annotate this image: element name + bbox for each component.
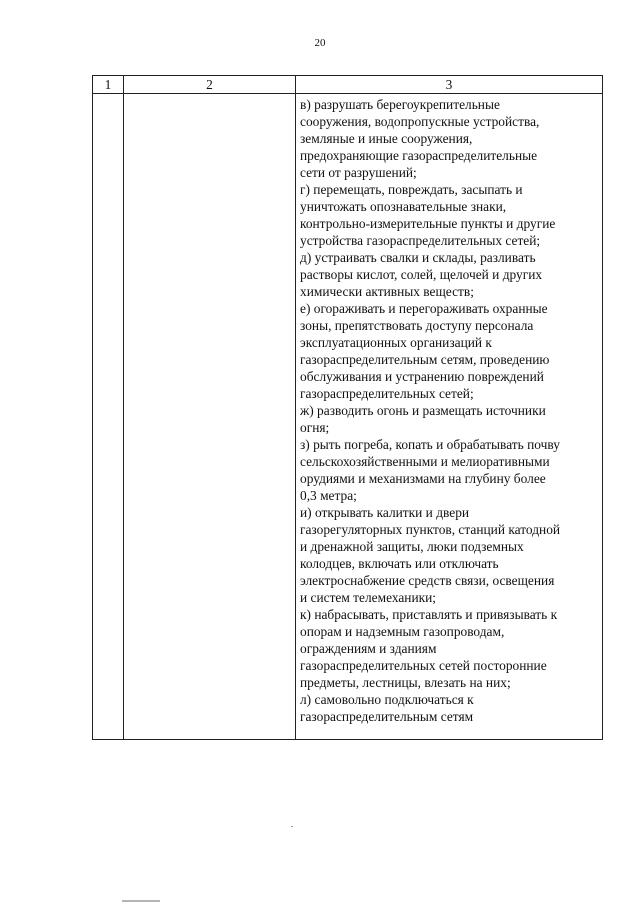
text-line: газораспределительным сетям [300,709,474,724]
text-line: эксплуатационных организаций к [300,335,492,350]
text-line: л) самовольно подключаться к [300,692,474,707]
text-line: к) набрасывать, приставлять и привязывать к [300,607,558,622]
text-line: электроснабжение средств связи, освещения [300,573,555,588]
cell-column-1 [93,94,124,740]
text-line: земляные и иные сооружения, [300,131,473,146]
text-line: 0,3 метра; [300,488,357,503]
scan-speck [122,900,160,902]
text-line: зоны, препятствовать доступу персонала [300,318,534,333]
text-line: орудиями и механизмами на глубину более [300,471,546,486]
table-header-row [93,76,603,94]
text-line: и систем телемеханики; [300,590,437,605]
document-table [92,75,603,740]
text-line: в) разрушать берегоукрепительные [300,97,500,112]
cell-column-2 [124,94,296,740]
text-line: уничтожать опознавательные знаки, [300,199,507,214]
page-number: 20 [314,37,326,49]
text-line: контрольно-измерительные пункты и другие [300,216,556,231]
text-line: г) перемещать, повреждать, засыпать и [300,182,523,197]
column-header-3: 3 [296,76,603,94]
cell-column-3 [296,94,603,740]
column-header-2: 2 [124,76,296,94]
text-line: предохраняющие газораспределительные [300,148,538,163]
table-row [93,94,603,740]
text-line: д) устраивать свалки и склады, разливать [300,250,536,265]
text-line: химически активных веществ; [300,284,474,299]
text-line: и) открывать калитки и двери [300,505,470,520]
text-line: сети от разрушений; [300,165,417,180]
text-line: газораспределительных сетей; [300,386,474,401]
text-line: сооружения, водопропускные устройства, [300,114,540,129]
text-line: е) огораживать и перегораживать охранные [300,301,548,316]
column-header-1: 1 [93,76,124,94]
text-line: колодцев, включать или отключать [300,556,499,571]
text-line: предметы, лестницы, влезать на них; [300,675,511,690]
text-line: огня; [300,420,330,435]
text-line: з) рыть погреба, копать и обрабатывать почву [300,437,560,452]
text-line: газорегуляторных пунктов, станций катодной [300,522,561,537]
text-line: растворы кислот, солей, щелочей и других [300,267,543,282]
text-line: опорам и надземным газопроводам, [300,624,505,639]
text-line: обслуживания и устранению повреждений [300,369,544,384]
text-line: ж) разводить огонь и размещать источники [300,403,546,418]
scan-speck [291,826,293,827]
text-line: и дренажной защиты, люки подземных [300,539,524,554]
text-line: газораспределительных сетей посторонние [300,658,547,673]
text-line: устройства газораспределительных сетей; [300,233,541,248]
text-line: ограждениям и зданиям [300,641,437,656]
text-line: сельскохозяйственными и мелиоративными [300,454,550,469]
text-line: газораспределительным сетям, проведению [300,352,550,367]
